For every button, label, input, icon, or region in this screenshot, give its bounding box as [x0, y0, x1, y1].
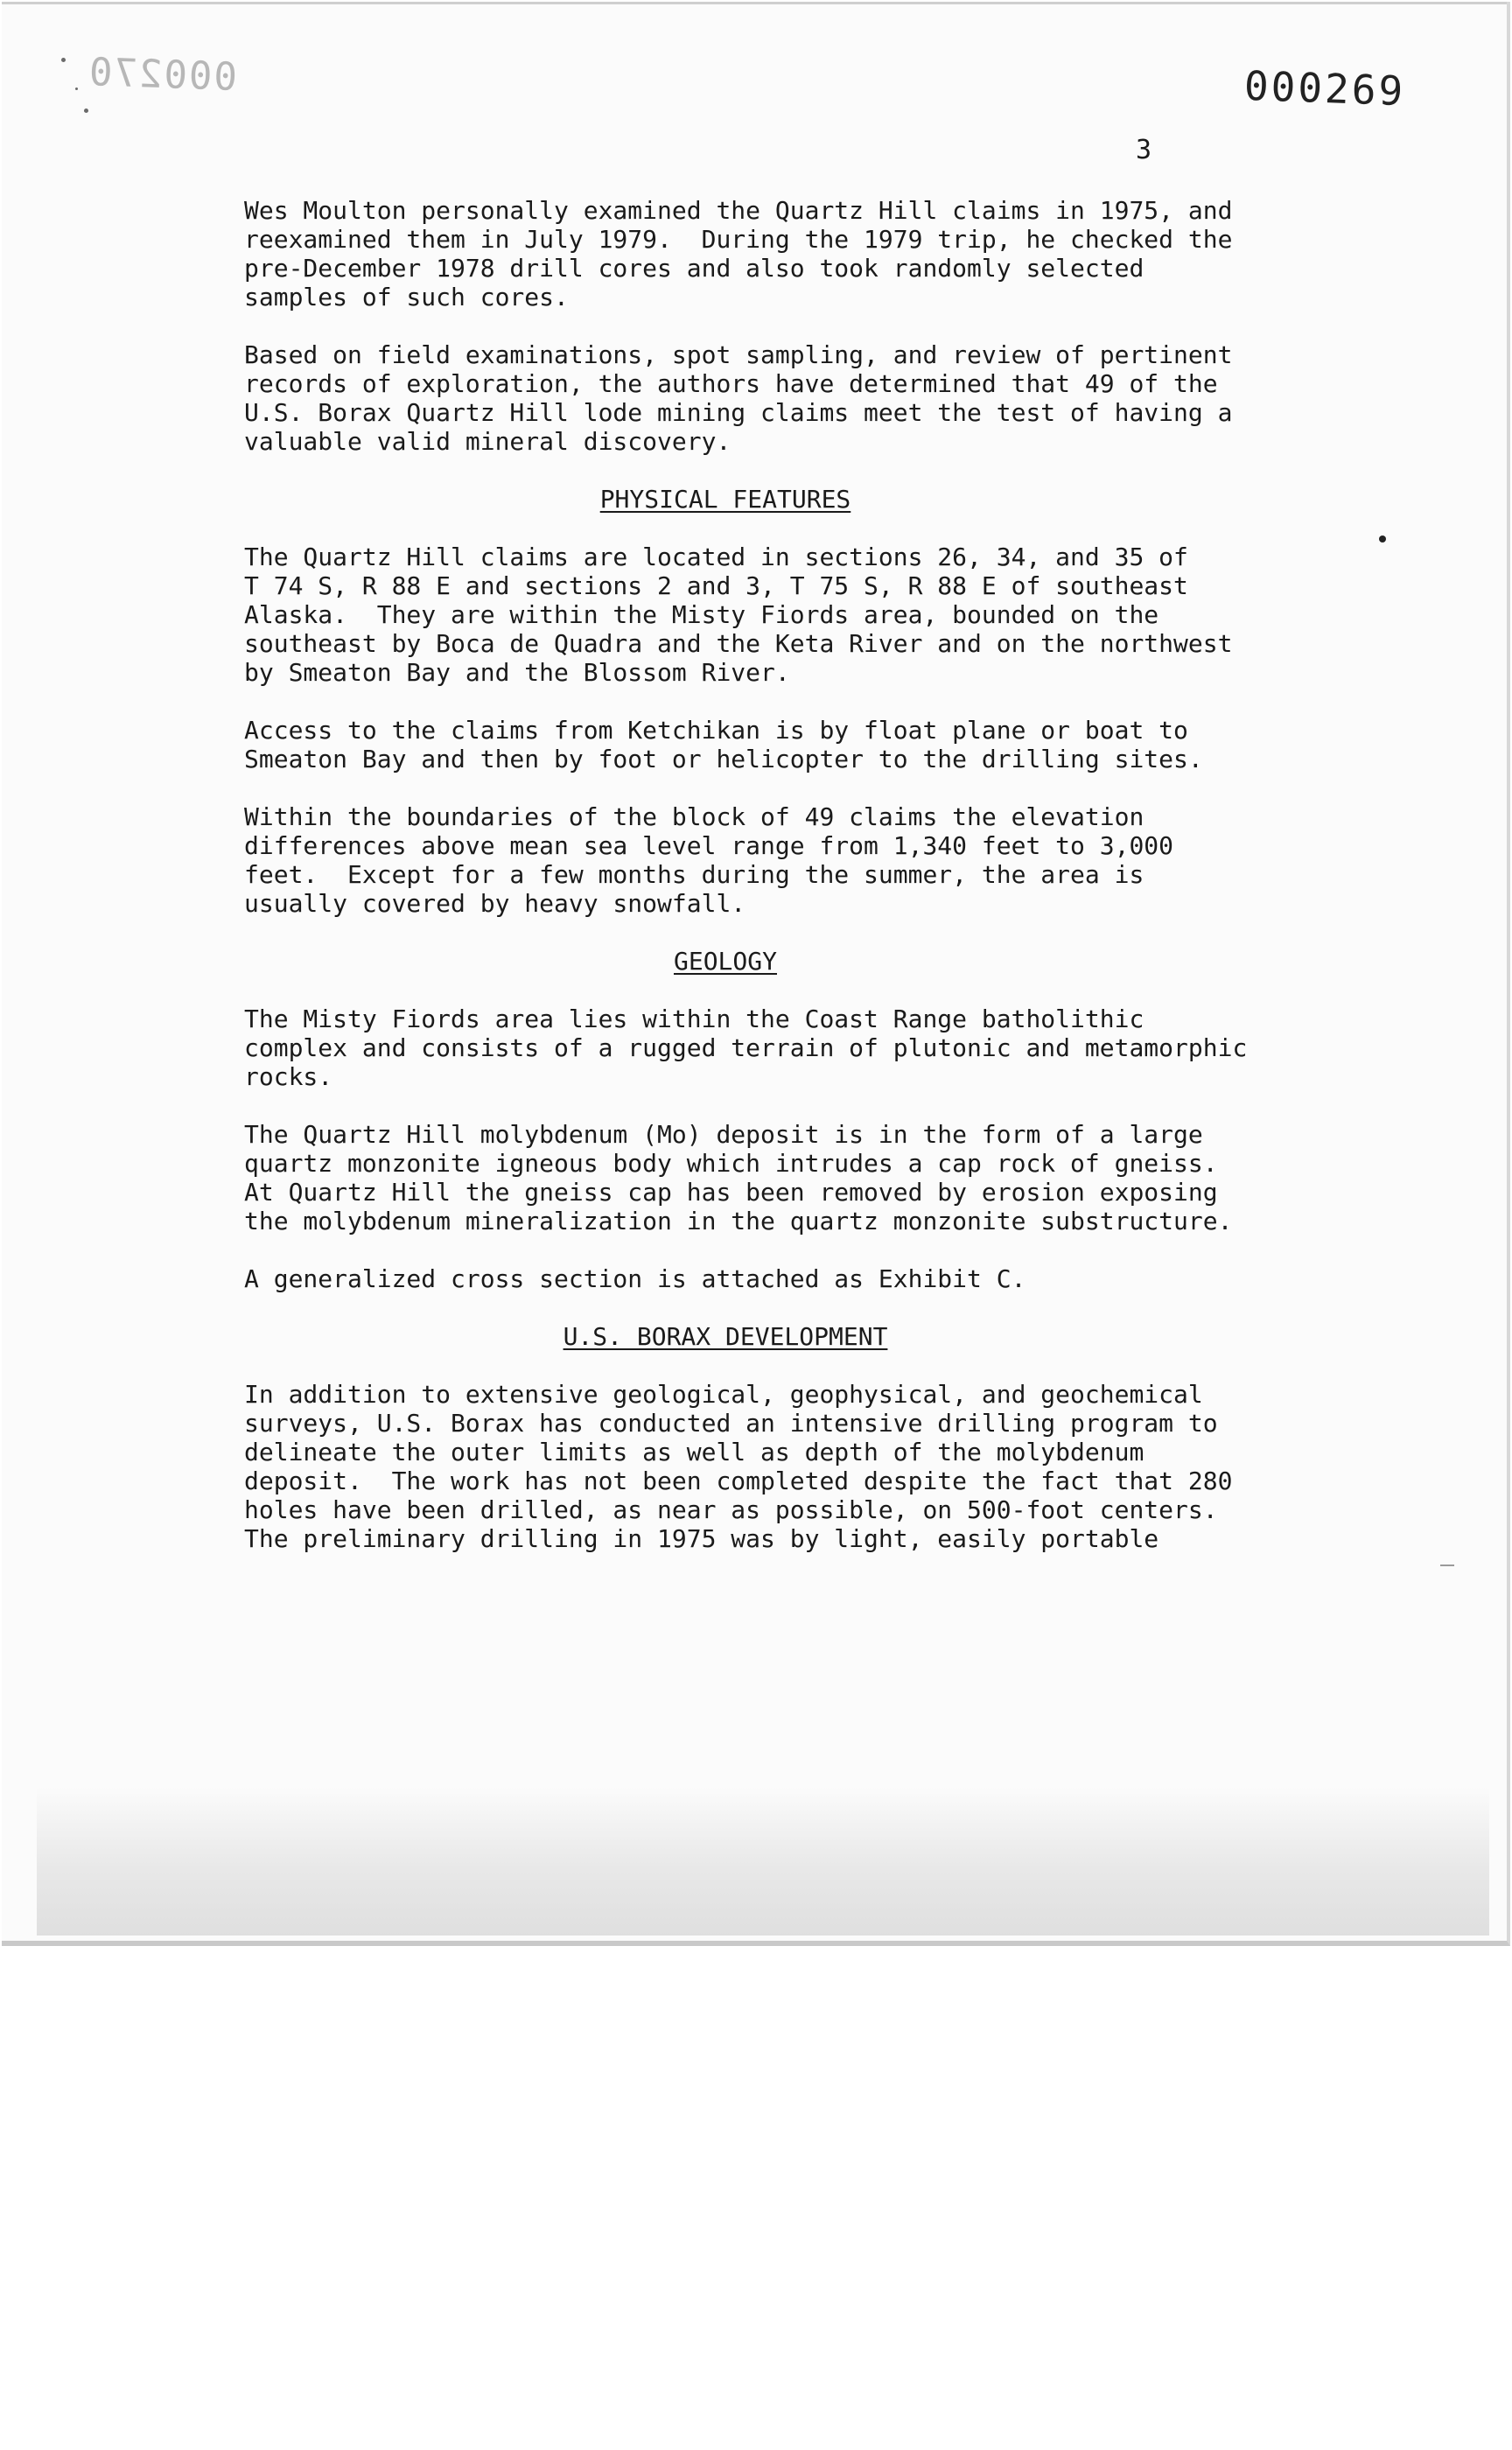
heading-physical-features: [244, 485, 1207, 514]
faint-mirrored-stamp: 000270: [87, 50, 238, 100]
paragraph-misty-fiords: The Misty Fiords area lies within the Coast Range batholithic complex and consists of a rugged terrain of plutonic and metamorphic rocks.: [244, 1004, 1248, 1091]
scan-speck: [75, 88, 78, 90]
paragraph-molybdenum-deposit: The Quartz Hill molybdenum (Mo) deposit is in the form of a large quartz monzonite igneous body which intrudes a cap rock of gneiss. At Quartz Hill the gneiss cap has been removed by erosion exposing the molybdenum mineralization in the quartz monzonite substructure.: [244, 1120, 1233, 1236]
paragraph-elevation: Within the boundaries of the block of 49 claims the elevation differences above mean sea level range from 1,340 feet to 3,000 feet. Except for a few months during the summer, the area is usually covered by heavy snowfall.: [244, 802, 1174, 918]
scan-speck: [61, 58, 66, 62]
heading-borax-development: [244, 1322, 1207, 1351]
page-top-edge: [2, 2, 1507, 4]
heading-physical-features-text: PHYSICAL FEATURES: [599, 485, 851, 514]
scan-shadow: [37, 1787, 1489, 1936]
document-number: 000269: [1243, 61, 1407, 116]
margin-dash: [1440, 1564, 1454, 1566]
page-number: 3: [1136, 135, 1152, 165]
paragraph-moulton-examination: Wes Moulton personally examined the Quartz Hill claims in 1975, and reexamined them in July 1979. During the 1979 trip, he checked the pre-December 1978 drill cores and also took randomly selected samples of such cores.: [244, 196, 1233, 312]
document-body: [244, 196, 1259, 1582]
heading-geology: [244, 947, 1207, 976]
paragraph-valid-discovery: Based on field examinations, spot sampling, and review of pertinent records of exploration, the authors have determined that 49 of the U.S. Borax Quartz Hill lode mining claims meet the test of having a valuable valid mineral discovery.: [244, 340, 1233, 456]
blank-area: [0, 1951, 1512, 2450]
heading-geology-text: GEOLOGY: [673, 947, 777, 976]
paragraph-access: Access to the claims from Ketchikan is by float plane or boat to Smeaton Bay and then by foot or helicopter to the drilling sites.: [244, 716, 1203, 774]
margin-dot: [1379, 536, 1386, 542]
paragraph-cross-section: A generalized cross section is attached as Exhibit C.: [244, 1264, 1026, 1293]
paragraph-claims-location: The Quartz Hill claims are located in sections 26, 34, and 35 of T 74 S, R 88 E and sections 2 and 3, T 75 S, R 88 E of southeast Alaska. They are within the Misty Fiords area, bounded on the southeast by Boca de Quadra and the Keta River and on the northwest by Smeaton Bay and the Blossom River.: [244, 542, 1233, 687]
heading-borax-development-text: U.S. BORAX DEVELOPMENT: [563, 1322, 888, 1351]
scan-speck: [84, 108, 88, 113]
paragraph-drilling-program: In addition to extensive geological, geophysical, and geochemical surveys, U.S. Borax has conducted an intensive drilling program to delineate the outer limits as well as depth of the molybdenum deposit. The work has not been completed despite the fact that 280 holes have been drilled, as near as possible, on 500-foot centers. The preliminary drilling in 1975 was by light, easily portable: [244, 1380, 1233, 1553]
